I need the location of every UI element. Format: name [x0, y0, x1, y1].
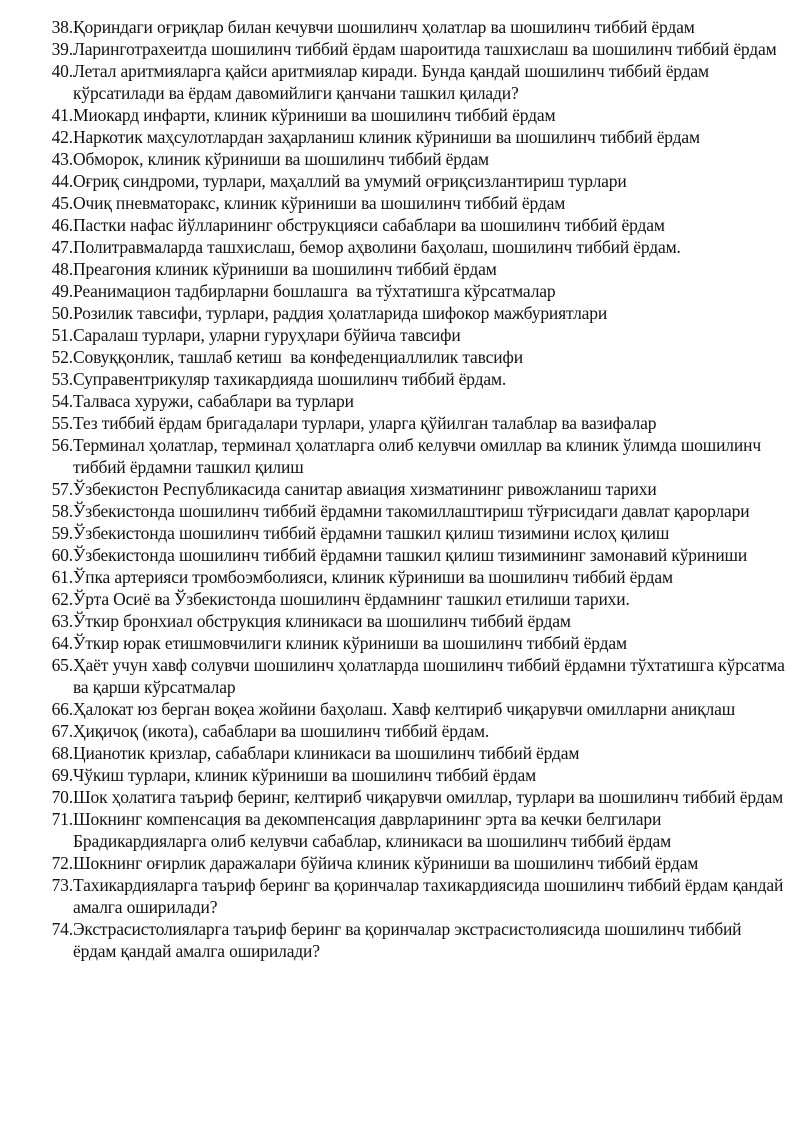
question-item [0, 346, 800, 368]
question-text: Ҳалокат юз берган воқеа жойини баҳолаш. Хавф келтириб чиқарувчи омилларни аниқлаш [73, 699, 736, 719]
question-number: 72. [51, 853, 73, 873]
question-text: Обморок, клиник кўриниши ва шошилинч тиббий ёрдам [73, 149, 489, 169]
question-text: Наркотик маҳсулотлардан заҳарланиш клиник кўриниши ва шошилинч тиббий ёрдам [73, 127, 700, 147]
question-number: 65. [51, 655, 73, 675]
question-item [0, 720, 800, 742]
question-number: 73. [51, 875, 73, 895]
question-item [0, 16, 800, 38]
question-item [0, 258, 800, 280]
question-number: 42. [51, 127, 73, 147]
question-item [0, 654, 800, 698]
question-number: 50. [51, 303, 73, 323]
question-number: 56. [51, 435, 73, 455]
question-text: Миокард инфарти, клиник кўриниши ва шошилинч тиббий ёрдам [73, 105, 556, 125]
question-text: Шок ҳолатига таъриф беринг, келтириб чиқарувчи омиллар, турлари ва шошилинч тиббий ёрдам [73, 787, 784, 807]
question-item [0, 500, 800, 522]
question-item [0, 280, 800, 302]
question-text: Суправентрикуляр тахикардияда шошилинч тиббий ёрдам. [73, 369, 507, 389]
question-item [0, 170, 800, 192]
question-list [0, 16, 800, 962]
question-item [0, 38, 800, 60]
question-text: Тахикардияларга таъриф беринг ва қоринчалар тахикардиясида шошилинч тиббий ёрдам қандай амалга оширилади? [73, 875, 788, 917]
question-text: Ўзбекистонда шошилинч тиббий ёрдамни ташкил қилиш тизимини ислоҳ қилиш [73, 523, 670, 543]
question-item [0, 918, 800, 962]
question-text: Пастки нафас йўлларининг обструкцияси сабаблари ва шошилинч тиббий ёрдам [73, 215, 665, 235]
question-item [0, 522, 800, 544]
question-text: Совуққонлик, ташлаб кетиш ва конфеденциаллилик тавсифи [73, 347, 523, 367]
question-number: 53. [51, 369, 73, 389]
question-number: 54. [51, 391, 73, 411]
question-number: 41. [51, 105, 73, 125]
question-number: 46. [51, 215, 73, 235]
question-item [0, 742, 800, 764]
question-text: Талваса хуружи, сабаблари ва турлари [73, 391, 354, 411]
question-item [0, 390, 800, 412]
question-text: Шокнинг оғирлик даражалари бўйича клиник кўриниши ва шошилинч тиббий ёрдам [73, 853, 699, 873]
question-text: Политравмаларда ташхислаш, бемор аҳволини баҳолаш, шошилинч тиббий ёрдам. [73, 237, 681, 257]
question-number: 58. [51, 501, 73, 521]
question-item [0, 104, 800, 126]
question-text: Терминал ҳолатлар, терминал ҳолатларга олиб келувчи омиллар ва клиник ўлимда шошилинч тиббий ёрдамни ташкил қилиш [73, 435, 766, 477]
question-number: 55. [51, 413, 73, 433]
question-text: Розилик тавсифи, турлари, раддия ҳолатларида шифокор мажбуриятлари [73, 303, 608, 323]
question-text: Қориндаги оғриқлар билан кечувчи шошилинч ҳолатлар ва шошилинч тиббий ёрдам [73, 17, 695, 37]
question-number: 66. [51, 699, 73, 719]
question-item [0, 412, 800, 434]
question-number: 51. [51, 325, 73, 345]
question-item [0, 632, 800, 654]
question-text: Оғриқ синдроми, турлари, маҳаллий ва умумий оғриқсизлантириш турлари [73, 171, 627, 191]
question-item [0, 478, 800, 500]
question-number: 47. [51, 237, 73, 257]
question-number: 70. [51, 787, 73, 807]
question-number: 44. [51, 171, 73, 191]
question-text: Преагония клиник кўриниши ва шошилинч тиббий ёрдам [73, 259, 497, 279]
question-item [0, 698, 800, 720]
question-number: 60. [51, 545, 73, 565]
question-number: 67. [51, 721, 73, 741]
question-number: 38. [51, 17, 73, 37]
question-text: Ўткир бронхиал обструкция клиникаси ва шошилинч тиббий ёрдам [73, 611, 571, 631]
question-item [0, 324, 800, 346]
question-text: Цианотик кризлар, сабаблари клиникаси ва шошилинч тиббий ёрдам [73, 743, 580, 763]
question-item [0, 874, 800, 918]
question-number: 57. [51, 479, 73, 499]
question-item [0, 544, 800, 566]
question-number: 49. [51, 281, 73, 301]
question-item [0, 214, 800, 236]
question-item [0, 588, 800, 610]
question-text: Саралаш турлари, уларни гуруҳлари бўйича тавсифи [73, 325, 461, 345]
question-number: 39. [51, 39, 73, 59]
question-number: 52. [51, 347, 73, 367]
question-number: 74. [51, 919, 73, 939]
question-text: Ўрта Осиё ва Ўзбекистонда шошилинч ёрдамнинг ташкил етилиши тарихи. [73, 589, 630, 609]
question-text: Экстрасистолияларга таъриф беринг ва қоринчалар экстрасистолиясида шошилинч тиббий ёрдам қандай амалга оширилади? [73, 919, 746, 961]
question-number: 68. [51, 743, 73, 763]
question-text: Тез тиббий ёрдам бригадалари турлари, уларга қўйилган талаблар ва вазифалар [73, 413, 657, 433]
question-number: 61. [51, 567, 73, 587]
question-item [0, 566, 800, 588]
question-item [0, 302, 800, 324]
question-item [0, 368, 800, 390]
question-item [0, 808, 800, 852]
question-text: Ўпка артерияси тромбоэмболияси, клиник кўриниши ва шошилинч тиббий ёрдам [73, 567, 673, 587]
question-text: Ўзбекистонда шошилинч тиббий ёрдамни ташкил қилиш тизимининг замонавий кўриниши [73, 545, 748, 565]
question-number: 69. [51, 765, 73, 785]
question-text: Ҳиқичоқ (икота), сабаблари ва шошилинч тиббий ёрдам. [73, 721, 490, 741]
question-number: 62. [51, 589, 73, 609]
question-number: 64. [51, 633, 73, 653]
question-number: 45. [51, 193, 73, 213]
question-item [0, 126, 800, 148]
question-item [0, 852, 800, 874]
question-text: Ўзбекистон Республикасида санитар авиация хизматининг ривожланиш тарихи [73, 479, 657, 499]
question-item [0, 236, 800, 258]
question-number: 48. [51, 259, 73, 279]
question-list-page [0, 16, 800, 962]
question-item [0, 148, 800, 170]
question-item [0, 434, 800, 478]
question-number: 40. [51, 61, 73, 81]
question-item [0, 610, 800, 632]
question-number: 59. [51, 523, 73, 543]
question-text: Ларинготрахеитда шошилинч тиббий ёрдам шароитида ташхислаш ва шошилинч тиббий ёрдам [73, 39, 777, 59]
question-text: Чўкиш турлари, клиник кўриниши ва шошилинч тиббий ёрдам [73, 765, 537, 785]
question-item [0, 192, 800, 214]
question-item [0, 786, 800, 808]
question-text: Шокнинг компенсация ва декомпенсация даврларининг эрта ва кечки белгилари Брадикардияларга олиб келувчи сабаблар, клиникаси ва шошилинч тиббий ёрдам [73, 809, 672, 851]
question-text: Ҳаёт учун хавф солувчи шошилинч ҳолатларда шошилинч тиббий ёрдамни тўхтатишга кўрсатма ва қарши кўрсатмалар [73, 655, 789, 697]
question-text: Летал аритмияларга қайси аритмиялар киради. Бунда қандай шошилинч тиббий ёрдам кўрсатилади ва ёрдам давомийлиги қанчани ташкил қилади? [73, 61, 714, 103]
question-number: 71. [51, 809, 73, 829]
question-text: Очиқ пневматоракс, клиник кўриниши ва шошилинч тиббий ёрдам [73, 193, 566, 213]
question-number: 43. [51, 149, 73, 169]
question-item [0, 60, 800, 104]
question-number: 63. [51, 611, 73, 631]
question-text: Ўткир юрак етишмовчилиги клиник кўриниши ва шошилинч тиббий ёрдам [73, 633, 627, 653]
question-item [0, 764, 800, 786]
question-text: Реанимацион тадбирларни бошлашга ва тўхтатишга кўрсатмалар [73, 281, 556, 301]
question-text: Ўзбекистонда шошилинч тиббий ёрдамни такомиллаштириш тўғрисидаги давлат қарорлари [73, 501, 750, 521]
